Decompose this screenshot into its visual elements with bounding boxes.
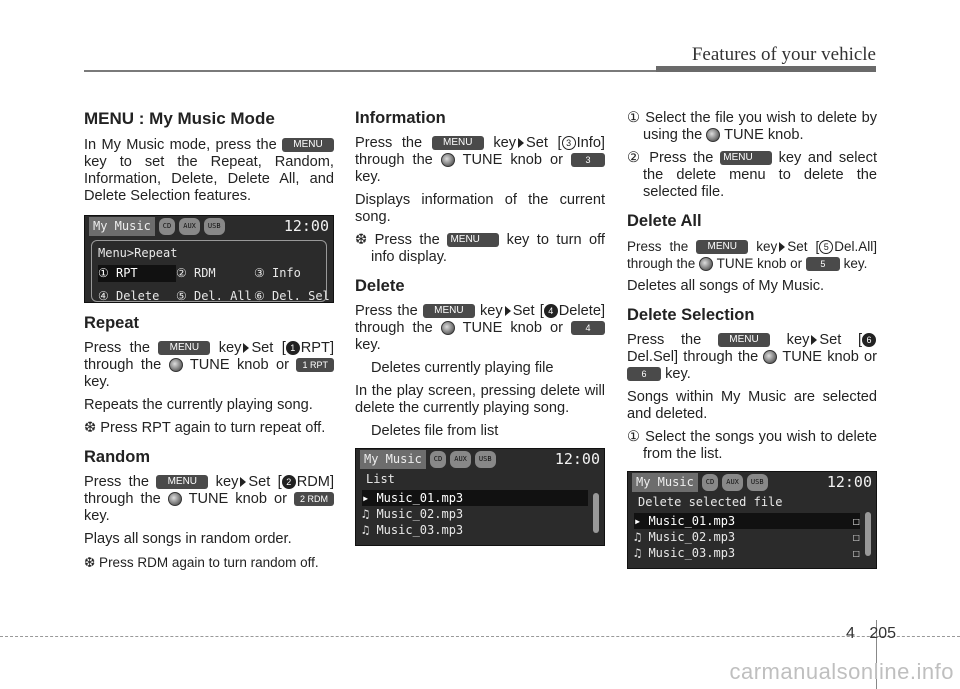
menu-item-del-sel[interactable]: ⑥ Del. Sel: [254, 289, 330, 303]
number-6-icon: 6: [862, 333, 876, 347]
random-instructions: Press the MENU key Set [ 2 RDM] through the TUNE knob or 2 RDM key.: [84, 474, 334, 524]
scrollbar[interactable]: [593, 493, 599, 533]
key-4-icon: 4: [571, 321, 605, 335]
list-item[interactable]: ♫ Music_02.mp3 ☐: [634, 530, 860, 544]
screen-clock: 12:00: [554, 449, 600, 468]
delete-step-1: ① Select the file you wish to delete by using the TUNE knob.: [627, 110, 877, 143]
chip-aux: AUX: [450, 451, 471, 468]
list-title: Delete selected file: [638, 495, 783, 509]
arrow-right-icon: [240, 477, 246, 487]
chapter-number: 4: [846, 625, 855, 642]
menu-item-info[interactable]: ③ Info: [254, 266, 301, 280]
menu-key-icon: MENU: [696, 240, 748, 254]
heading-information: Information: [355, 109, 446, 127]
menu-key-icon: MENU: [158, 341, 210, 355]
list-item[interactable]: ♫ Music_03.mp3: [362, 523, 464, 537]
menu-item-rdm[interactable]: ② RDM: [176, 266, 216, 280]
screen-title: My Music: [360, 450, 426, 469]
menu-item-del-all[interactable]: ⑤ Del. All: [176, 289, 252, 303]
header-title: Features of your vehicle: [691, 44, 876, 65]
delete-selection-instructions: Press the MENU key Set [ 6Del.Sel] through the TUNE knob or 6 key.: [627, 332, 877, 382]
key-2-rdm-icon: 2 RDM: [294, 492, 334, 506]
checkbox-icon[interactable]: ☐: [852, 546, 860, 560]
menu-key-icon: MENU: [156, 475, 208, 489]
delete-selection-step-1: ① Select the songs you wish to delete from the list.: [627, 429, 877, 462]
tune-knob-icon: [168, 492, 182, 506]
chip-cd: CD: [702, 474, 718, 491]
number-3-icon: 3: [562, 136, 576, 150]
key-1-rpt-icon: 1 RPT: [296, 358, 334, 372]
tune-knob-icon: [169, 358, 183, 372]
page-number: [846, 625, 896, 643]
random-note: ❆ Press RDM again to turn random off.: [84, 555, 319, 570]
menu-key-icon: MENU: [720, 151, 772, 165]
page-number-value: 205: [869, 625, 897, 642]
heading-repeat: Repeat: [84, 314, 140, 332]
delete-desc-3: Deletes file from list: [371, 423, 499, 439]
menu-key-icon: MENU: [282, 138, 334, 152]
key-5-icon: 5: [806, 257, 840, 271]
screen-clock: 12:00: [283, 216, 329, 235]
arrow-right-icon: [518, 138, 524, 148]
number-4-icon: 4: [544, 304, 558, 318]
scrollbar[interactable]: [865, 512, 871, 556]
list-item[interactable]: ▸ Music_01.mp3 ☐: [634, 514, 860, 528]
tune-knob-icon: [706, 128, 720, 142]
number-2-icon: 2: [282, 475, 296, 489]
column-1: [84, 110, 334, 577]
tune-knob-icon: [441, 321, 455, 335]
header-rule-accent: [656, 66, 876, 72]
arrow-right-icon: [811, 335, 817, 345]
tune-knob-icon: [441, 153, 455, 167]
column-2: [355, 110, 605, 546]
panel-title: Menu>Repeat: [98, 246, 178, 260]
screen-list: [355, 448, 605, 546]
heading-delete: Delete: [355, 277, 405, 295]
delete-all-instructions: Press the MENU key Set [ 5 Del.All] through the TUNE knob or 5 key.: [627, 239, 877, 271]
heading-random: Random: [84, 448, 150, 466]
menu-key-icon: MENU: [718, 333, 770, 347]
arrow-right-icon: [505, 306, 511, 316]
repeat-note: ❆ Press RPT again to turn repeat off.: [84, 420, 326, 436]
key-3-icon: 3: [571, 153, 605, 167]
random-desc: Plays all songs in random order.: [84, 531, 292, 547]
menu-key-icon: MENU: [432, 136, 484, 150]
chip-usb: USB: [747, 474, 768, 491]
screen-clock: 12:00: [826, 472, 872, 491]
heading-delete-all: Delete All: [627, 212, 702, 230]
delete-desc-2: In the play screen, pressing delete will delete the currently playing song.: [355, 383, 605, 416]
column-3: [627, 110, 877, 569]
intro-text: In My Music mode, press the MENU key to set the Repeat, Random, Information, Delete, Delete All, and Delete Selection features.: [84, 137, 334, 204]
number-5-icon: 5: [819, 240, 833, 254]
delete-all-desc: Deletes all songs of My Music.: [627, 278, 825, 294]
info-note: ❆ Press the MENU key to turn off info display.: [355, 232, 605, 265]
chip-cd: CD: [159, 218, 175, 235]
list-title: List: [366, 472, 395, 486]
arrow-right-icon: [779, 242, 785, 252]
list-item[interactable]: ♫ Music_02.mp3: [362, 507, 464, 521]
tune-knob-icon: [699, 257, 713, 271]
chip-usb: USB: [475, 451, 496, 468]
arrow-right-icon: [243, 343, 249, 353]
screen-delete-selected: [627, 471, 877, 569]
number-1-icon: 1: [286, 341, 300, 355]
key-6-icon: 6: [627, 367, 661, 381]
footer-rule: [0, 636, 960, 637]
menu-key-icon: MENU: [423, 304, 475, 318]
delete-selection-desc: Songs within My Music are selected and deleted.: [627, 389, 877, 422]
chip-usb: USB: [204, 218, 225, 235]
menu-item-rpt[interactable]: ① RPT: [98, 265, 176, 282]
section-heading-my-music: MENU : My Music Mode: [84, 109, 275, 128]
delete-instructions: Press the MENU key Set [ 4 Delete] through the TUNE knob or 4 key.: [355, 303, 606, 353]
delete-desc-1: Deletes currently playing file: [371, 360, 554, 376]
info-desc: Displays information of the current song.: [355, 192, 605, 225]
list-item[interactable]: ♫ Music_03.mp3 ☐: [634, 546, 860, 560]
screen-title: My Music: [89, 217, 155, 236]
menu-item-delete[interactable]: ④ Delete: [98, 289, 160, 303]
delete-step-2: ② Press the MENU key and select the delete menu to delete the selected file.: [627, 150, 877, 200]
screen-title: My Music: [632, 473, 698, 492]
chip-aux: AUX: [179, 218, 200, 235]
repeat-desc: Repeats the currently playing song.: [84, 397, 313, 413]
tune-knob-icon: [763, 350, 777, 364]
info-instructions: Press the MENU key Set [ 3 Info] through the TUNE knob or 3 key.: [355, 135, 605, 185]
menu-key-icon: MENU: [447, 233, 499, 247]
heading-delete-selection: Delete Selection: [627, 306, 755, 324]
watermark: carmanualsonline.info: [729, 659, 954, 684]
repeat-instructions: Press the MENU key Set [ 1 RPT] through the TUNE knob or 1 RPT key.: [84, 340, 335, 390]
chip-cd: CD: [430, 451, 446, 468]
checkbox-icon[interactable]: ☐: [852, 514, 860, 528]
checkbox-icon[interactable]: ☐: [852, 530, 860, 544]
chip-aux: AUX: [722, 474, 743, 491]
screen-menu-repeat: [84, 215, 334, 303]
list-item[interactable]: ▸ Music_01.mp3: [362, 490, 588, 506]
